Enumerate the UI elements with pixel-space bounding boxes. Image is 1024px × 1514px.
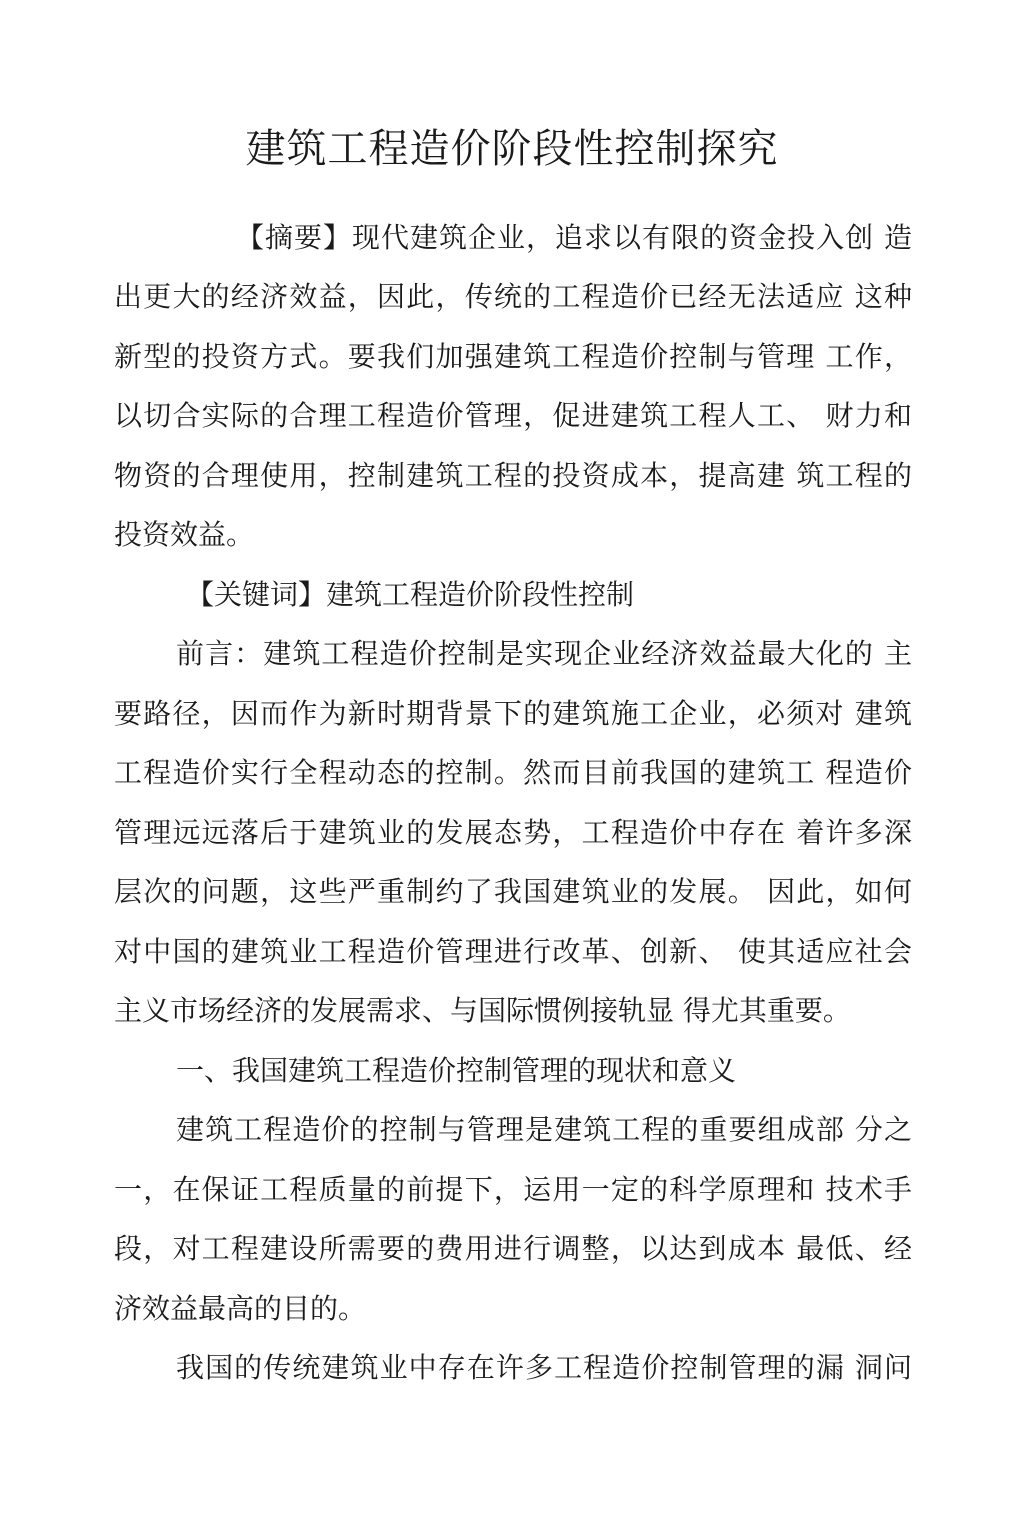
section1-para1-line: 建筑工程造价的控制与管理是建筑工程的重要组成部 分之 — [176, 1113, 912, 1146]
preface-line: 层次的问题，这些严重制约了我国建筑业的发展。 因此，如何 — [114, 875, 912, 908]
preface-line: 要路径，因而作为新时期背景下的建筑施工企业，必须对 建筑 — [114, 697, 912, 730]
document-title: 建筑工程造价阶段性控制探究 — [245, 125, 779, 172]
preface-line: 管理远远落后于建筑业的发展态势，工程造价中存在 着许多深 — [114, 816, 912, 849]
preface-line: 主义市场经济的发展需求、与国际惯例接轨显 得尤其重要。 — [114, 994, 851, 1027]
abstract-line: 物资的合理使用，控制建筑工程的投资成本，提高建 筑工程的 — [114, 459, 912, 492]
preface-line: 对中国的建筑业工程造价管理进行改革、创新、 使其适应社会 — [114, 935, 912, 968]
keywords-line: 【关键词】建筑工程造价阶段性控制 — [186, 578, 635, 611]
abstract-line: 新型的投资方式。要我们加强建筑工程造价控制与管理 工作， — [114, 340, 912, 373]
section-heading: 一、我国建筑工程造价控制管理的现状和意义 — [176, 1054, 737, 1087]
abstract-line: 以切合实际的合理工程造价管理，促进建筑工程人工、 财力和 — [114, 399, 912, 432]
preface-line: 工程造价实行全程动态的控制。然而目前我国的建筑工 程造价 — [114, 756, 912, 789]
abstract-line: 出更大的经济效益，因此，传统的工程造价已经无法适应 这种 — [114, 280, 912, 313]
abstract-line: 投资效益。 — [114, 518, 255, 551]
abstract-line: 【摘要】现代建筑企业，追求以有限的资金投入创 造 — [236, 221, 912, 254]
section1-para2-line: 我国的传统建筑业中存在许多工程造价控制管理的漏 洞问 — [176, 1351, 912, 1384]
preface-line: 前言：建筑工程造价控制是实现企业经济效益最大化的 主 — [176, 637, 912, 670]
section1-para1-line: 一，在保证工程质量的前提下，运用一定的科学原理和 技术手 — [114, 1173, 912, 1206]
section1-para1-line: 济效益最高的目的。 — [114, 1292, 367, 1325]
section1-para1-line: 段，对工程建设所需要的费用进行调整，以达到成本 最低、经 — [114, 1232, 912, 1265]
